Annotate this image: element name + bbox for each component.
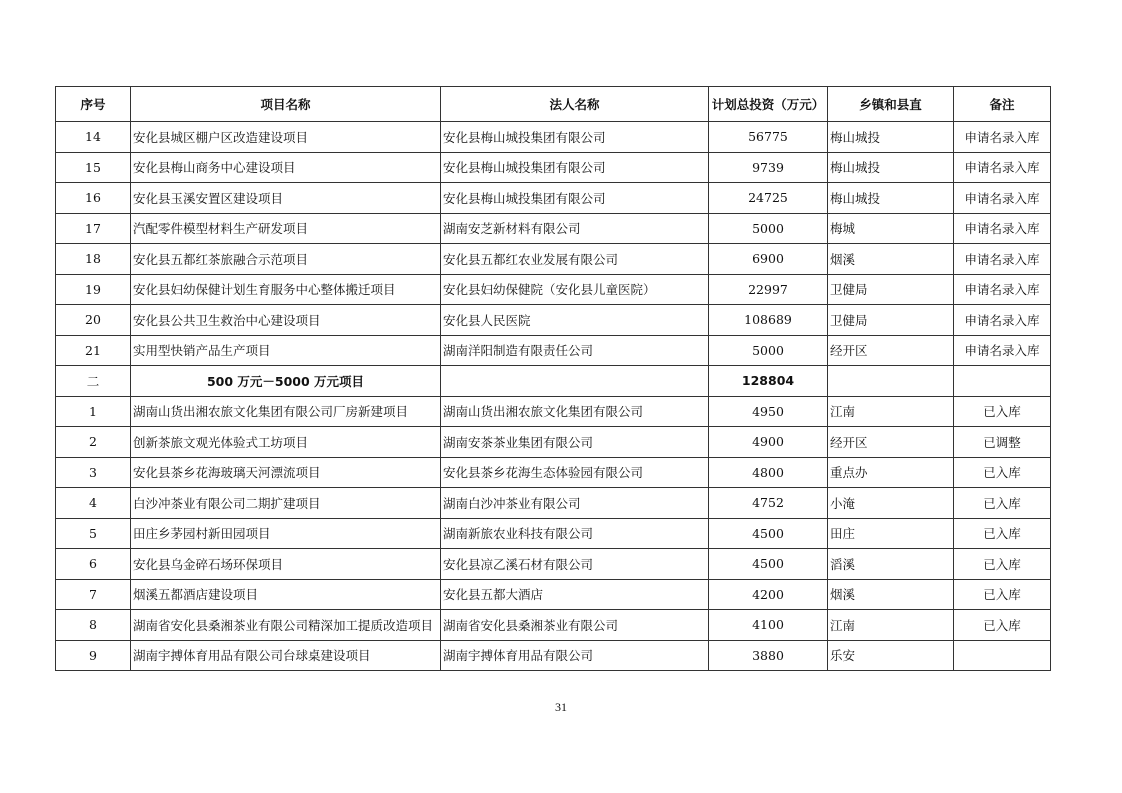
table-row bbox=[56, 457, 1051, 488]
cell-town: 卫健局 bbox=[828, 274, 954, 305]
section-row bbox=[56, 366, 1051, 397]
cell-legal-entity: 安化县五都红农业发展有限公司 bbox=[441, 244, 709, 275]
cell-seq: 20 bbox=[56, 305, 131, 336]
cell-seq: 6 bbox=[56, 549, 131, 580]
cell-investment: 108689 bbox=[709, 305, 828, 336]
header-legal-entity: 法人名称 bbox=[441, 87, 709, 122]
project-table bbox=[55, 86, 1051, 671]
cell-project-name: 安化县梅山商务中心建设项目 bbox=[131, 152, 441, 183]
cell-seq: 17 bbox=[56, 213, 131, 244]
cell-project-name: 汽配零件模型材料生产研发项目 bbox=[131, 213, 441, 244]
cell-investment: 4800 bbox=[709, 457, 828, 488]
cell-legal-entity: 安化县五都大酒店 bbox=[441, 579, 709, 610]
table-row bbox=[56, 549, 1051, 580]
cell-project-name: 安化县玉溪安置区建设项目 bbox=[131, 183, 441, 214]
cell-legal-entity: 湖南安茶茶业集团有限公司 bbox=[441, 427, 709, 458]
cell-investment: 4100 bbox=[709, 610, 828, 641]
cell-seq: 19 bbox=[56, 274, 131, 305]
cell-project-name: 安化县茶乡花海玻璃天河漂流项目 bbox=[131, 457, 441, 488]
table-row bbox=[56, 122, 1051, 153]
cell-seq: 18 bbox=[56, 244, 131, 275]
cell-project-name: 安化县公共卫生救治中心建设项目 bbox=[131, 305, 441, 336]
cell-seq: 14 bbox=[56, 122, 131, 153]
cell-project-name: 田庄乡茅园村新田园项目 bbox=[131, 518, 441, 549]
cell-town bbox=[828, 366, 954, 397]
header-seq: 序号 bbox=[56, 87, 131, 122]
cell-legal-entity: 安化县人民医院 bbox=[441, 305, 709, 336]
cell-legal-entity: 安化县梅山城投集团有限公司 bbox=[441, 152, 709, 183]
cell-note: 申请名录入库 bbox=[954, 335, 1051, 366]
cell-note: 申请名录入库 bbox=[954, 152, 1051, 183]
cell-investment: 128804 bbox=[709, 366, 828, 397]
cell-town: 烟溪 bbox=[828, 244, 954, 275]
cell-note: 已入库 bbox=[954, 488, 1051, 519]
cell-seq: 5 bbox=[56, 518, 131, 549]
cell-project-name: 烟溪五都酒店建设项目 bbox=[131, 579, 441, 610]
cell-investment: 4950 bbox=[709, 396, 828, 427]
cell-project-name: 安化县乌金碎石场环保项目 bbox=[131, 549, 441, 580]
header-town: 乡镇和县直 bbox=[828, 87, 954, 122]
cell-town: 江南 bbox=[828, 396, 954, 427]
table-row bbox=[56, 427, 1051, 458]
cell-investment: 4200 bbox=[709, 579, 828, 610]
cell-seq: 8 bbox=[56, 610, 131, 641]
cell-project-name: 安化县五都红茶旅融合示范项目 bbox=[131, 244, 441, 275]
header-total-investment: 计划总投资（万元） bbox=[709, 87, 828, 122]
header-project-name: 项目名称 bbox=[131, 87, 441, 122]
cell-note: 已入库 bbox=[954, 579, 1051, 610]
cell-seq: 15 bbox=[56, 152, 131, 183]
cell-note: 申请名录入库 bbox=[954, 244, 1051, 275]
cell-town: 经开区 bbox=[828, 335, 954, 366]
cell-note: 已入库 bbox=[954, 457, 1051, 488]
cell-legal-entity: 湖南安芝新材料有限公司 bbox=[441, 213, 709, 244]
cell-seq: 7 bbox=[56, 579, 131, 610]
cell-note: 申请名录入库 bbox=[954, 122, 1051, 153]
cell-seq: 二 bbox=[56, 366, 131, 397]
cell-town: 经开区 bbox=[828, 427, 954, 458]
cell-investment: 6900 bbox=[709, 244, 828, 275]
table-row bbox=[56, 335, 1051, 366]
table-row bbox=[56, 183, 1051, 214]
cell-note: 申请名录入库 bbox=[954, 274, 1051, 305]
table-row bbox=[56, 152, 1051, 183]
cell-town: 乐安 bbox=[828, 640, 954, 671]
cell-legal-entity: 安化县妇幼保健院（安化县儿童医院） bbox=[441, 274, 709, 305]
cell-legal-entity: 安化县凉乙溪石材有限公司 bbox=[441, 549, 709, 580]
cell-legal-entity: 湖南山货出湘农旅文化集团有限公司 bbox=[441, 396, 709, 427]
table-row bbox=[56, 610, 1051, 641]
cell-project-name: 创新茶旅文观光体验式工坊项目 bbox=[131, 427, 441, 458]
cell-project-name: 安化县妇幼保健计划生育服务中心整体搬迁项目 bbox=[131, 274, 441, 305]
cell-seq: 21 bbox=[56, 335, 131, 366]
table-row bbox=[56, 488, 1051, 519]
cell-seq: 2 bbox=[56, 427, 131, 458]
cell-project-name: 实用型快销产品生产项目 bbox=[131, 335, 441, 366]
cell-town: 梅城 bbox=[828, 213, 954, 244]
cell-note bbox=[954, 640, 1051, 671]
cell-seq: 4 bbox=[56, 488, 131, 519]
cell-note: 申请名录入库 bbox=[954, 183, 1051, 214]
cell-investment: 9739 bbox=[709, 152, 828, 183]
cell-town: 卫健局 bbox=[828, 305, 954, 336]
cell-town: 江南 bbox=[828, 610, 954, 641]
cell-town: 小淹 bbox=[828, 488, 954, 519]
cell-investment: 56775 bbox=[709, 122, 828, 153]
cell-legal-entity: 安化县茶乡花海生态体验园有限公司 bbox=[441, 457, 709, 488]
cell-investment: 5000 bbox=[709, 335, 828, 366]
cell-note bbox=[954, 366, 1051, 397]
cell-legal-entity bbox=[441, 366, 709, 397]
cell-note: 已调整 bbox=[954, 427, 1051, 458]
table-row bbox=[56, 213, 1051, 244]
cell-investment: 5000 bbox=[709, 213, 828, 244]
cell-note: 申请名录入库 bbox=[954, 213, 1051, 244]
table-row bbox=[56, 579, 1051, 610]
cell-legal-entity: 湖南省安化县桑湘茶业有限公司 bbox=[441, 610, 709, 641]
cell-note: 已入库 bbox=[954, 518, 1051, 549]
cell-seq: 3 bbox=[56, 457, 131, 488]
cell-town: 滔溪 bbox=[828, 549, 954, 580]
cell-town: 梅山城投 bbox=[828, 152, 954, 183]
cell-seq: 16 bbox=[56, 183, 131, 214]
cell-seq: 1 bbox=[56, 396, 131, 427]
table-body bbox=[56, 122, 1051, 671]
cell-project-name: 500 万元－5000 万元项目 bbox=[131, 366, 441, 397]
cell-note: 已入库 bbox=[954, 610, 1051, 641]
cell-seq: 9 bbox=[56, 640, 131, 671]
table-row bbox=[56, 396, 1051, 427]
table-row bbox=[56, 305, 1051, 336]
cell-town: 梅山城投 bbox=[828, 183, 954, 214]
cell-note: 申请名录入库 bbox=[954, 305, 1051, 336]
cell-town: 重点办 bbox=[828, 457, 954, 488]
cell-note: 已入库 bbox=[954, 549, 1051, 580]
cell-note: 已入库 bbox=[954, 396, 1051, 427]
cell-legal-entity: 湖南新旅农业科技有限公司 bbox=[441, 518, 709, 549]
cell-legal-entity: 湖南宇搏体育用品有限公司 bbox=[441, 640, 709, 671]
cell-project-name: 安化县城区棚户区改造建设项目 bbox=[131, 122, 441, 153]
cell-town: 烟溪 bbox=[828, 579, 954, 610]
cell-investment: 4500 bbox=[709, 549, 828, 580]
cell-legal-entity: 湖南洋阳制造有限责任公司 bbox=[441, 335, 709, 366]
cell-project-name: 湖南宇搏体育用品有限公司台球桌建设项目 bbox=[131, 640, 441, 671]
table-header bbox=[56, 87, 1051, 122]
cell-investment: 4752 bbox=[709, 488, 828, 519]
header-note: 备注 bbox=[954, 87, 1051, 122]
cell-investment: 3880 bbox=[709, 640, 828, 671]
cell-legal-entity: 湖南白沙冲茶业有限公司 bbox=[441, 488, 709, 519]
cell-investment: 24725 bbox=[709, 183, 828, 214]
page-number: 31 bbox=[555, 700, 567, 714]
cell-town: 梅山城投 bbox=[828, 122, 954, 153]
table-row bbox=[56, 640, 1051, 671]
cell-investment: 4500 bbox=[709, 518, 828, 549]
cell-project-name: 湖南山货出湘农旅文化集团有限公司厂房新建项目 bbox=[131, 396, 441, 427]
header-row bbox=[56, 87, 1051, 122]
table-row bbox=[56, 274, 1051, 305]
cell-investment: 4900 bbox=[709, 427, 828, 458]
cell-legal-entity: 安化县梅山城投集团有限公司 bbox=[441, 183, 709, 214]
cell-project-name: 湖南省安化县桑湘茶业有限公司精深加工提质改造项目 bbox=[131, 610, 441, 641]
table-row bbox=[56, 518, 1051, 549]
table-row bbox=[56, 244, 1051, 275]
cell-town: 田庄 bbox=[828, 518, 954, 549]
cell-project-name: 白沙冲茶业有限公司二期扩建项目 bbox=[131, 488, 441, 519]
cell-investment: 22997 bbox=[709, 274, 828, 305]
cell-legal-entity: 安化县梅山城投集团有限公司 bbox=[441, 122, 709, 153]
